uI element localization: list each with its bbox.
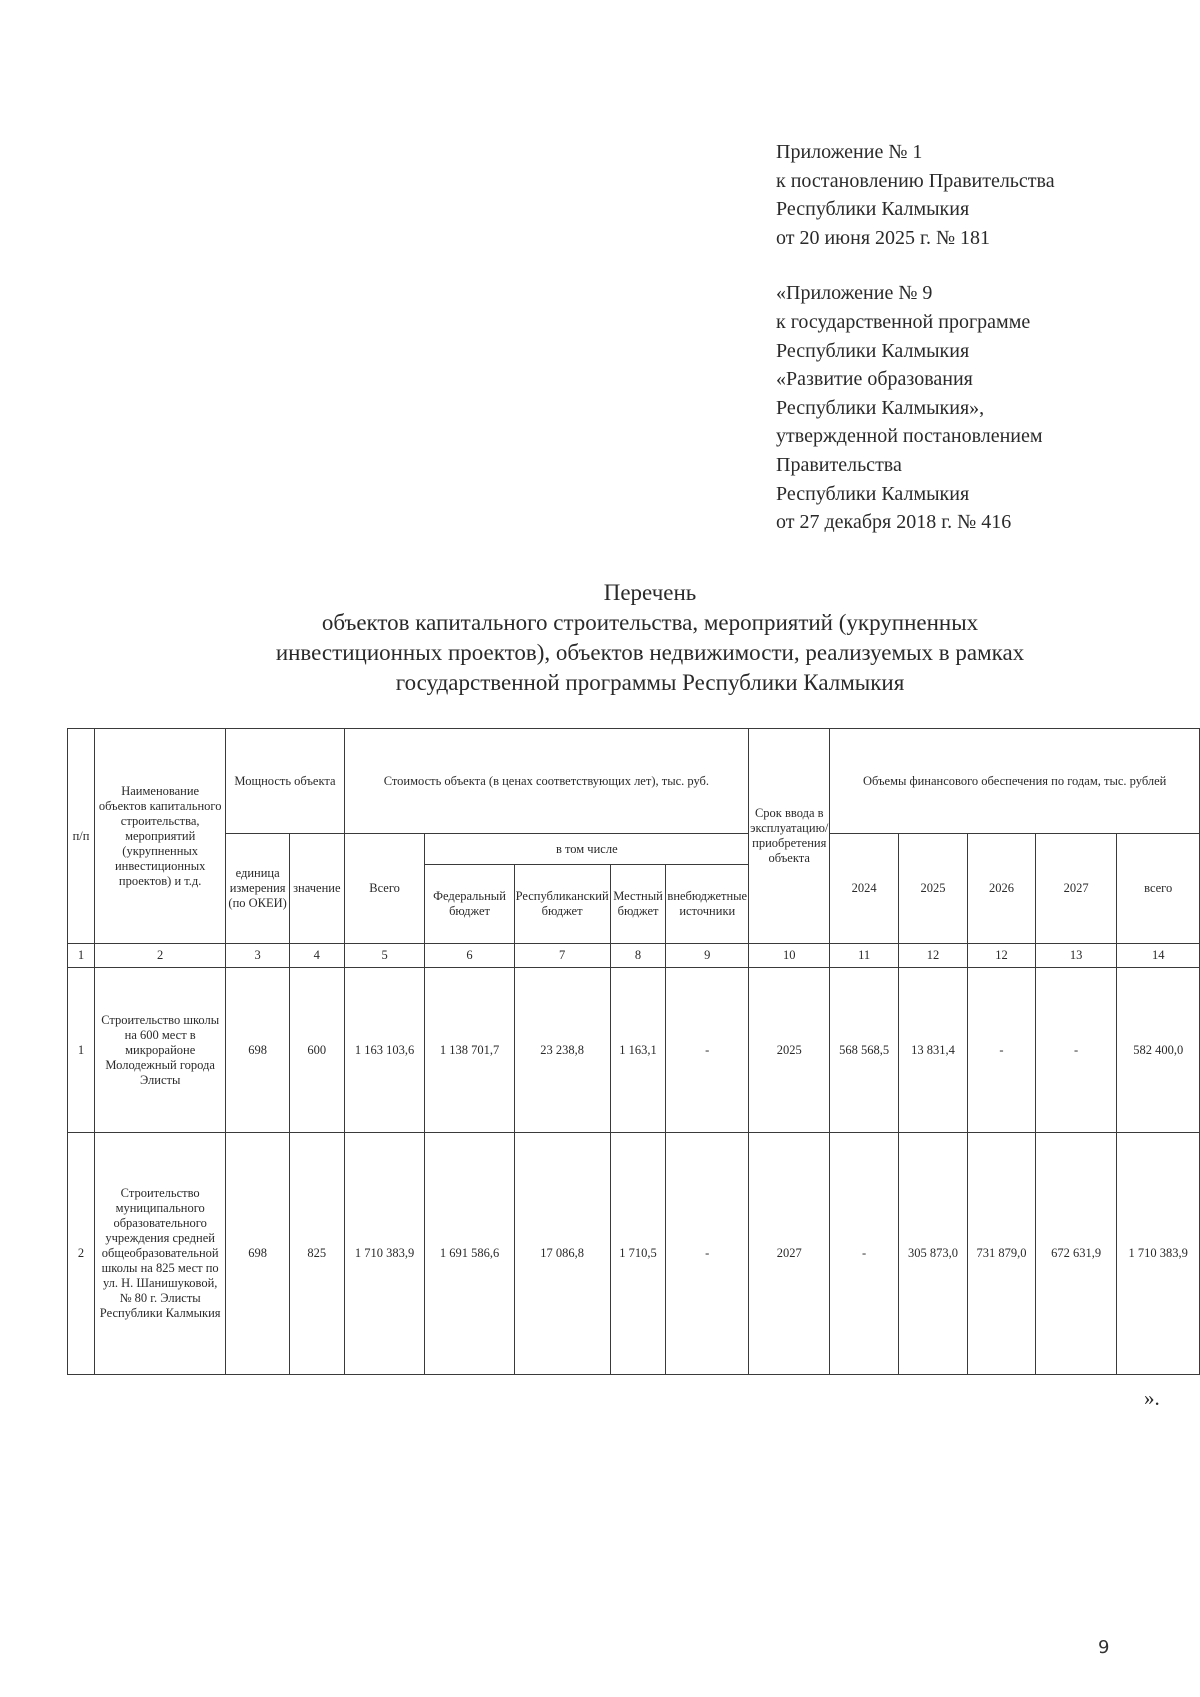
term-cell: 2027 [749, 1133, 830, 1375]
total-cell: 1 163 103,6 [344, 968, 425, 1133]
page-number: 9 [1098, 1637, 1110, 1658]
appendix-block [776, 138, 1055, 537]
table-row [68, 1133, 1200, 1375]
y2025-cell: 13 831,4 [898, 968, 967, 1133]
unit-cell: 698 [226, 1133, 290, 1375]
appendix-line: Республики Калмыкия [776, 339, 970, 362]
offbudget-cell: - [666, 968, 749, 1133]
header-2024: 2024 [830, 834, 898, 944]
header-local: Местный бюджет [610, 865, 666, 944]
local-cell: 1 710,5 [610, 1133, 666, 1375]
row-number: 1 [68, 968, 95, 1133]
appendix-line: утвержденной постановлением [776, 425, 1043, 448]
appendix-line: Приложение № 1 [776, 141, 923, 163]
header-term: Срок ввода в эксплуатацию/ приобретения объекта [749, 729, 830, 944]
closing-quote: ». [1144, 1386, 1160, 1410]
value-cell: 600 [289, 968, 344, 1133]
col-number: 9 [666, 944, 749, 968]
unit-cell: 698 [226, 968, 290, 1133]
col-number: 10 [749, 944, 830, 968]
object-name: Строительство муниципального образовательного учреждения средней общеобразовательной школы на 825 мест по ул. Н. Шанишуковой, № 80 г. Элисты Республики Калмыкия [95, 1133, 226, 1375]
header-value: значение [289, 834, 344, 944]
header-republic: Республиканский бюджет [514, 865, 610, 944]
document-title [120, 578, 1180, 698]
col-number: 14 [1117, 944, 1200, 968]
col-number: 11 [830, 944, 898, 968]
republic-cell: 17 086,8 [514, 1133, 610, 1375]
col-number: 2 [95, 944, 226, 968]
appendix-line: Республики Калмыкия [776, 198, 970, 221]
y2027-cell: 672 631,9 [1035, 1133, 1117, 1375]
title-line: государственной программы Республики Калмыкия [395, 670, 905, 695]
header-2025: 2025 [898, 834, 967, 944]
col-number: 3 [226, 944, 290, 968]
header-2026: 2026 [968, 834, 1036, 944]
appendix-line: Республики Калмыкия», [776, 396, 985, 419]
y2024-cell: - [830, 1133, 898, 1375]
appendix-line: от 27 декабря 2018 г. № 416 [776, 511, 1012, 534]
term-cell: 2025 [749, 968, 830, 1133]
header-unit: единица измерения (по ОКЕИ) [226, 834, 290, 944]
appendix-line: Республики Калмыкия [776, 482, 970, 505]
appendix-line: от 20 июня 2025 г. № 181 [776, 226, 991, 249]
total-cell: 1 710 383,9 [344, 1133, 425, 1375]
col-number: 1 [68, 944, 95, 968]
header-federal: Федеральный бюджет [425, 865, 514, 944]
y2024-cell: 568 568,5 [830, 968, 898, 1133]
federal-cell: 1 138 701,7 [425, 968, 514, 1133]
ytotal-cell: 582 400,0 [1117, 968, 1200, 1133]
objects-table [67, 728, 1200, 1375]
offbudget-cell: - [666, 1133, 749, 1375]
header-name: Наименование объектов капитального строительства, мероприятий (укрупненных инвестиционных проектов) и т.д. [95, 729, 226, 944]
header-2027: 2027 [1035, 834, 1117, 944]
appendix-line: Правительства [776, 453, 902, 476]
header-total: Всего [344, 834, 425, 944]
header-including: в том числе [425, 834, 749, 865]
title-line: Перечень [603, 580, 697, 605]
col-number: 4 [289, 944, 344, 968]
republic-cell: 23 238,8 [514, 968, 610, 1133]
header-funding: Объемы финансового обеспечения по годам, тыс. рублей [830, 729, 1200, 834]
col-number: 6 [425, 944, 514, 968]
y2026-cell: - [968, 968, 1036, 1133]
appendix-line: к постановлению Правительства [776, 169, 1055, 192]
y2027-cell: - [1035, 968, 1117, 1133]
col-number: 12 [898, 944, 967, 968]
federal-cell: 1 691 586,6 [425, 1133, 514, 1375]
y2026-cell: 731 879,0 [968, 1133, 1036, 1375]
value-cell: 825 [289, 1133, 344, 1375]
header-total-years: всего [1117, 834, 1200, 944]
row-number: 2 [68, 1133, 95, 1375]
title-line: объектов капитального строительства, мероприятий (укрупненных [321, 610, 979, 635]
object-name: Строительство школы на 600 мест в микрорайоне Молодежный города Элисты [95, 968, 226, 1133]
ytotal-cell: 1 710 383,9 [1117, 1133, 1200, 1375]
header-offbudget: внебюджетные источники [666, 865, 749, 944]
col-number: 8 [610, 944, 666, 968]
col-number: 5 [344, 944, 425, 968]
table-row [68, 968, 1200, 1133]
header-cost: Стоимость объекта (в ценах соответствующих лет), тыс. руб. [344, 729, 748, 834]
header-pp: п/п [68, 729, 95, 944]
appendix-line: «Развитие образования [776, 368, 973, 391]
title-line: инвестиционных проектов), объектов недвижимости, реализуемых в рамках [275, 640, 1025, 665]
y2025-cell: 305 873,0 [898, 1133, 967, 1375]
col-number: 12 [968, 944, 1036, 968]
col-number: 7 [514, 944, 610, 968]
appendix-line: «Приложение № 9 [776, 282, 933, 305]
local-cell: 1 163,1 [610, 968, 666, 1133]
col-number: 13 [1035, 944, 1117, 968]
header-capacity: Мощность объекта [226, 729, 344, 834]
appendix-line: к государственной программе [776, 310, 1031, 333]
